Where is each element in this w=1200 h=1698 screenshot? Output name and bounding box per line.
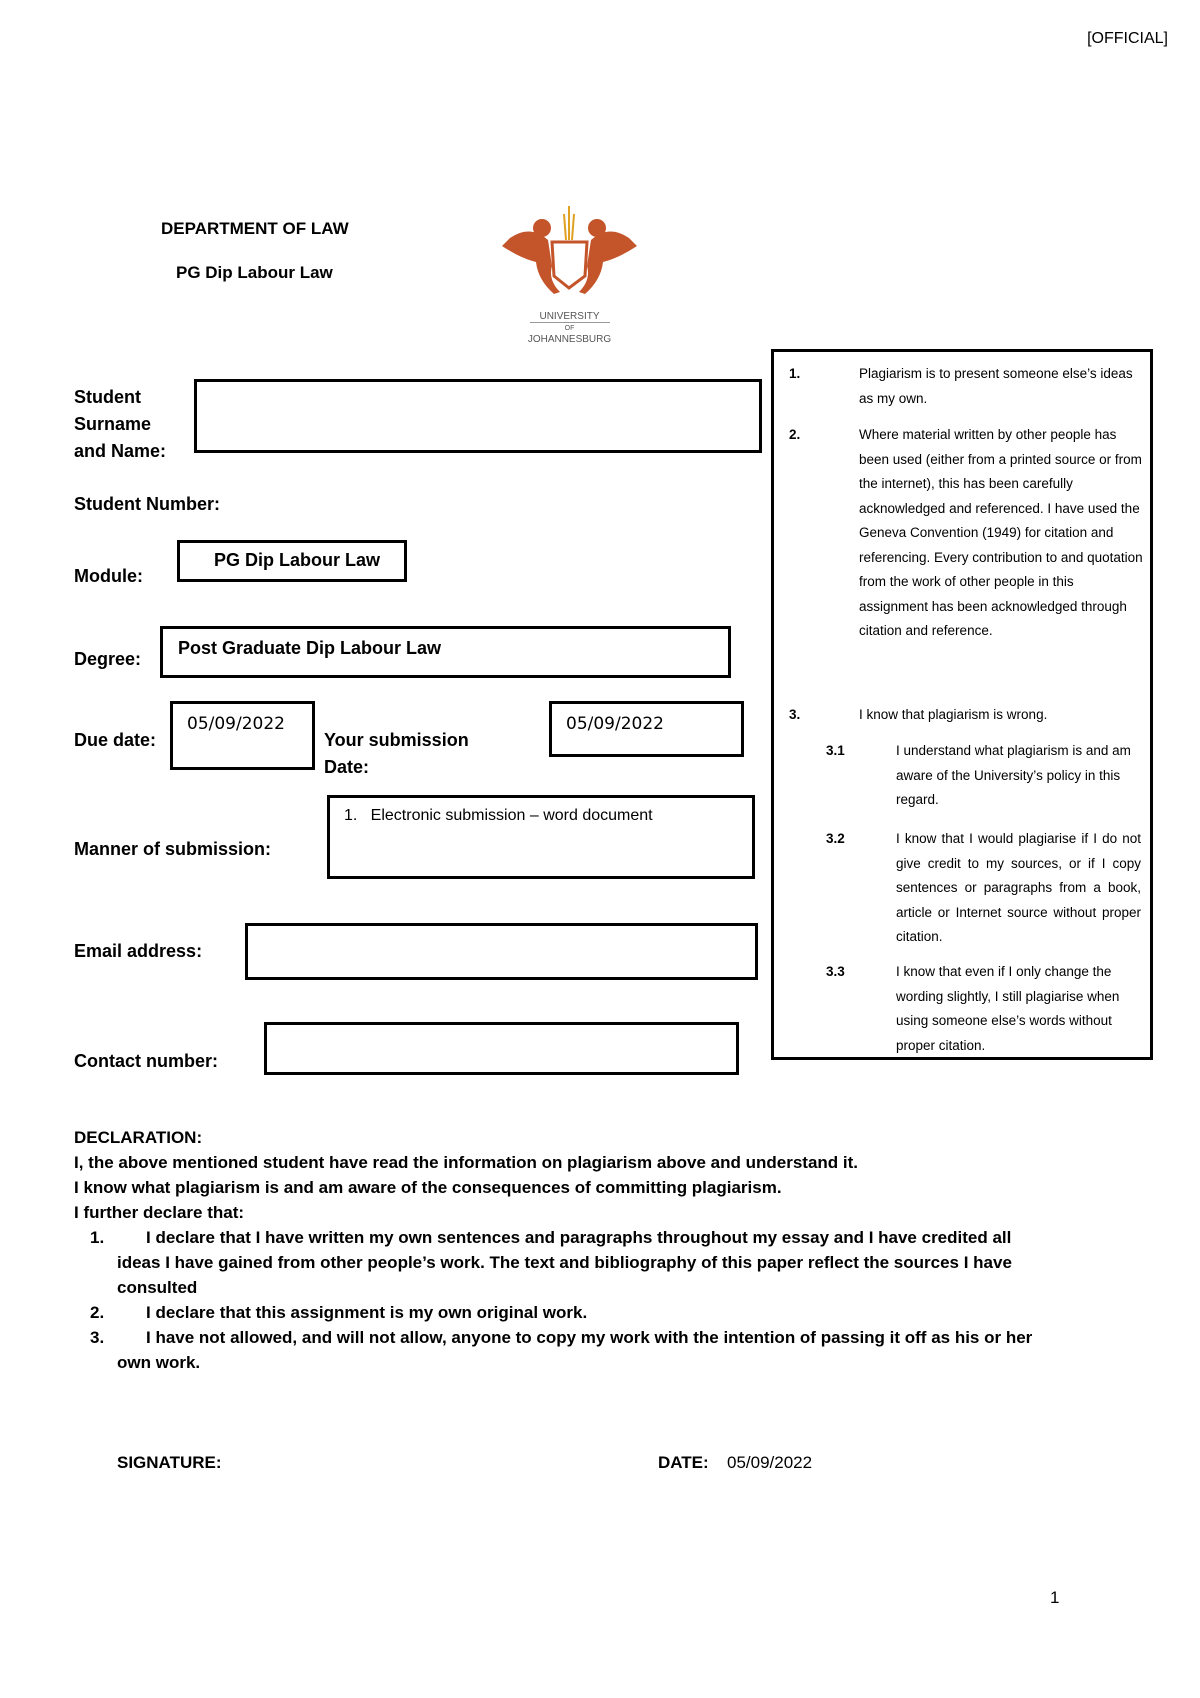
- module-label: Module:: [74, 566, 143, 586]
- page-number: 1: [1050, 1588, 1060, 1607]
- due-date-label: Due date:: [74, 730, 157, 750]
- department-title: DEPARTMENT OF LAW: [161, 219, 349, 238]
- degree-value: Post Graduate Dip Labour Law: [178, 638, 442, 658]
- degree-label: Degree:: [74, 649, 142, 669]
- logo-emblem-icon: [490, 196, 649, 306]
- logo-text-line2: OF: [530, 322, 610, 334]
- student-name-field[interactable]: [194, 379, 762, 453]
- panel-item-text: I know that I would plagiarise if I do not give credit to my sources, or if I copy sentences or paragraphs from a book, article or Internet source without proper citation.: [896, 831, 1141, 944]
- panel-item-number: 2.: [789, 427, 801, 442]
- due-date-value: 05/09/2022: [187, 714, 285, 734]
- declaration-item-number: 3.: [90, 1328, 105, 1347]
- submission-date-label: Your submission: [324, 730, 469, 750]
- panel-item-number: 3.3: [826, 964, 845, 979]
- declaration-item-text: I have not allowed, and will not allow, anyone to copy my work with the intention of passing it off as his or her own work.: [117, 1328, 1033, 1372]
- panel-item-number: 3.: [789, 707, 801, 722]
- panel-item-text: Where material written by other people has been used (either from a printed source or from the internet), this has been carefully acknowledged and referenced. I have used the Geneva Convention (1949) for citation and referencing. Every contribution to and quotation from the work of other people in this assignment has been acknowledged through citation and reference.: [859, 427, 1143, 638]
- panel-item-number: 3.1: [826, 743, 845, 758]
- declaration-item-text: I declare that this assignment is my own original work.: [146, 1303, 588, 1322]
- module-value: PG Dip Labour Law: [214, 550, 381, 570]
- declaration-line: I, the above mentioned student have read the information on plagiarism above and understand it.: [74, 1153, 859, 1172]
- submission-date-label-2: Date:: [324, 757, 370, 777]
- university-logo: [490, 196, 649, 354]
- panel-item-number: 3.2: [826, 831, 845, 846]
- declaration-line: I know what plagiarism is and am aware of the consequences of committing plagiarism.: [74, 1178, 782, 1197]
- manner-value: 1. Electronic submission – word document: [344, 807, 653, 824]
- contact-label: Contact number:: [74, 1051, 218, 1071]
- due-date-field[interactable]: [170, 701, 315, 770]
- declaration-item-number: 1.: [90, 1228, 105, 1247]
- signature-date-label: DATE:: [658, 1453, 709, 1472]
- submission-date-value: 05/09/2022: [566, 714, 664, 734]
- signature-label: SIGNATURE:: [117, 1453, 222, 1472]
- panel-item-text: I understand what plagiarism is and am aware of the University’s policy in this regard.: [896, 743, 1131, 807]
- declaration-title: DECLARATION:: [74, 1128, 203, 1147]
- panel-item-text: I know that plagiarism is wrong.: [859, 707, 1048, 722]
- student-name-label: Student Surname and Name:: [74, 387, 167, 461]
- manner-label: Manner of submission:: [74, 839, 272, 859]
- plagiarism-panel: [771, 349, 1153, 1060]
- email-field[interactable]: [245, 923, 758, 980]
- panel-item-number: 1.: [789, 366, 801, 381]
- degree-field[interactable]: [160, 626, 731, 678]
- logo-text-line3: JOHANNESBURG: [527, 334, 612, 345]
- official-marking: [OFFICIAL]: [1087, 30, 1168, 47]
- module-field[interactable]: [177, 540, 407, 582]
- student-number-label: Student Number:: [74, 494, 220, 514]
- declaration-line: I further declare that:: [74, 1203, 245, 1222]
- logo-text-line1: UNIVERSITY: [539, 311, 600, 322]
- submission-date-field[interactable]: [549, 701, 744, 757]
- programme-title: PG Dip Labour Law: [176, 263, 333, 282]
- contact-field[interactable]: [264, 1022, 739, 1075]
- email-label: Email address:: [74, 941, 203, 961]
- panel-item-text: I know that even if I only change the wording slightly, I still plagiarise when using someone else’s words without proper citation.: [896, 964, 1120, 1053]
- signature-date-value: 05/09/2022: [727, 1453, 813, 1472]
- panel-item-text: Plagiarism is to present someone else’s ideas as my own.: [859, 366, 1133, 406]
- declaration-item-text: I declare that I have written my own sentences and paragraphs throughout my essay and I have credited all ideas I have gained from other people’s work. The text and bibliography of this paper reflect the sources I have consulted: [117, 1228, 1012, 1297]
- manner-field[interactable]: [327, 795, 755, 879]
- declaration-item-number: 2.: [90, 1303, 105, 1322]
